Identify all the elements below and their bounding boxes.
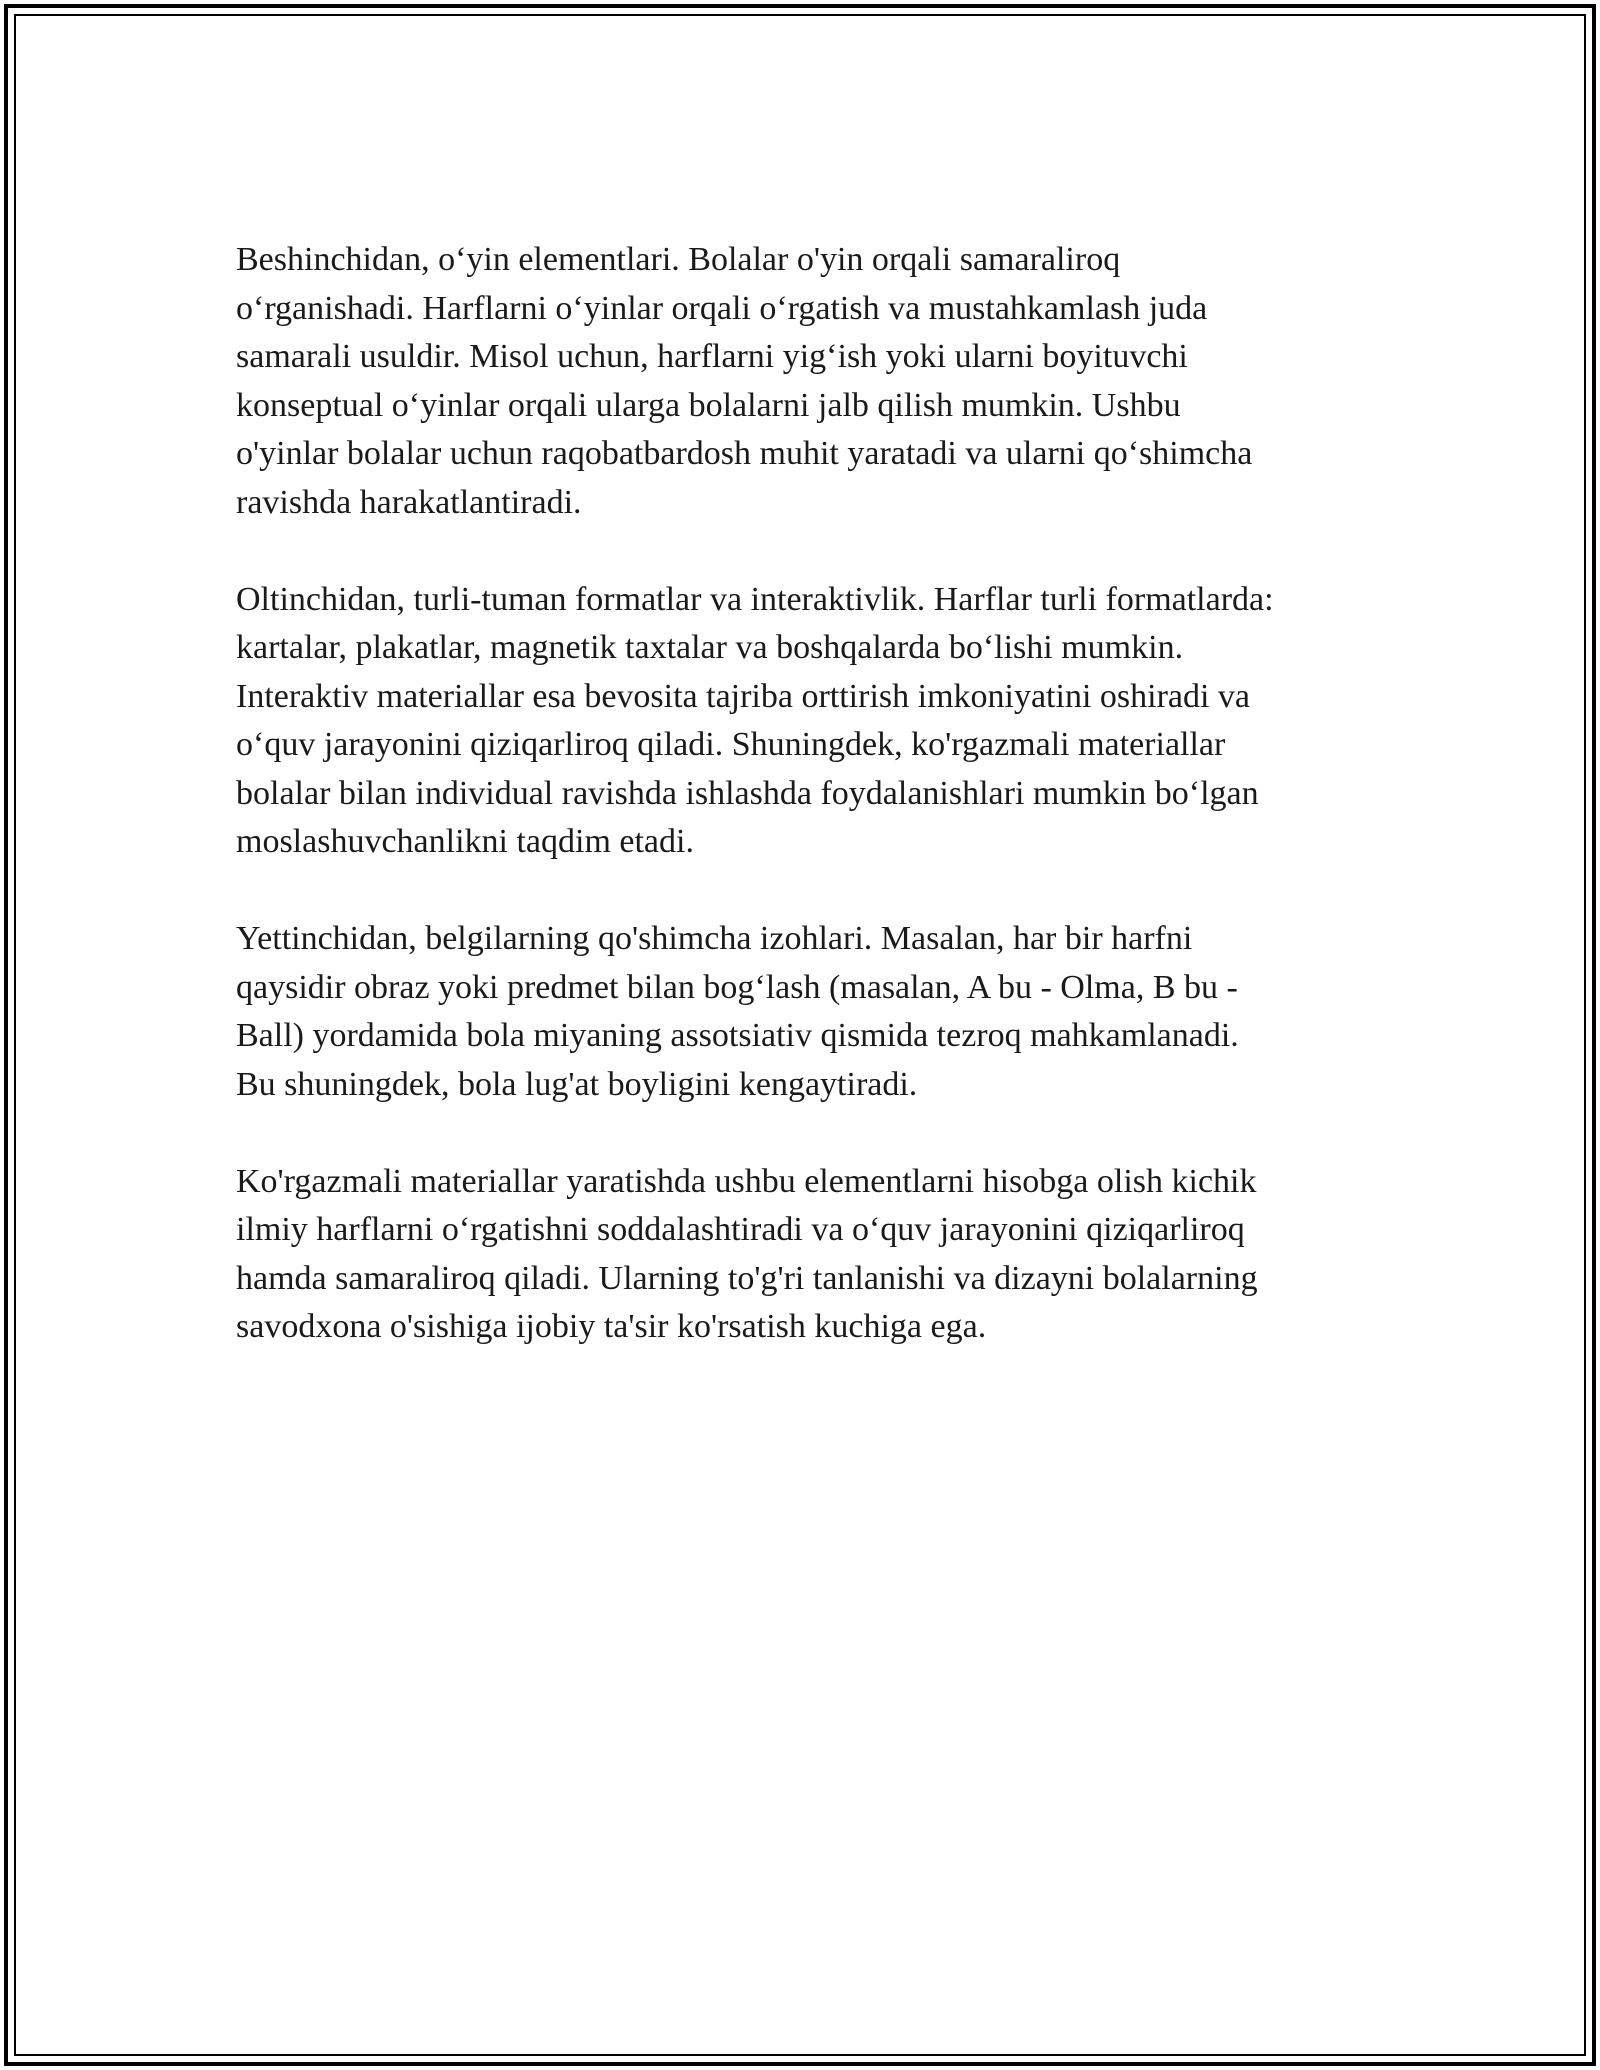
text-line: kartalar, plakatlar, magnetik taxtalar va boshqalarda bo‘lishi mumkin. — [236, 629, 1184, 666]
paragraph-oltinchidan — [236, 576, 1376, 867]
text-line: ravishda harakatlantiradi. — [236, 483, 582, 521]
text-line: Interaktiv materiallar esa bevosita tajriba orttirish imkoniyatini oshiradi va — [236, 677, 1251, 715]
text-line: Beshinchidan, o‘yin elementlari. Bolalar o'yin orqali samaraliroq — [236, 241, 1121, 278]
text-line: ilmiy harflarni o‘rgatishni soddalashtiradi va o‘quv jarayonini qiziqarliroq — [236, 1211, 1245, 1248]
paragraph-conclusion — [236, 1158, 1376, 1352]
text-line: savodxona o'sishiga ijobiy ta'sir ko'rsatish kuchiga ega. — [236, 1308, 987, 1345]
text-line: Yettinchidan, belgilarning qo'shimcha izohlari. Masalan, har bir harfni — [236, 920, 1193, 957]
text-line: o‘rganishadi. Harflarni o‘yinlar orqali o‘rgatish va mustahkamlash juda — [236, 289, 1208, 327]
text-line: Bu shuningdek, bola lug'at boyligini kengaytiradi. — [236, 1065, 918, 1103]
document-body — [236, 236, 1376, 1400]
text-line: o'yinlar bolalar uchun raqobatbardosh muhit yaratadi va ularni qo‘shimcha — [236, 435, 1253, 472]
text-line: Ko'rgazmali materiallar yaratishda ushbu elementlarni hisobga olish kichik — [236, 1162, 1257, 1200]
paragraph-beshinchidan — [236, 236, 1376, 527]
text-line: hamda samaraliroq qiladi. Ularning to'g'ri tanlanishi va dizayni bolalarning — [236, 1259, 1258, 1297]
text-line: Ball) yordamida bola miyaning assotsiativ qismida tezroq mahkamlanadi. — [236, 1017, 1239, 1054]
text-line: Oltinchidan, turli-tuman formatlar va interaktivlik. Harflar turli formatlarda: — [236, 580, 1274, 618]
text-line: moslashuvchanlikni taqdim etadi. — [236, 823, 694, 860]
text-line: konseptual o‘yinlar orqali ularga bolalarni jalb qilish mumkin. Ushbu — [236, 386, 1181, 424]
text-line: samarali usuldir. Misol uchun, harflarni yig‘ish yoki ularni boyituvchi — [236, 338, 1188, 375]
text-line: qaysidir obraz yoki predmet bilan bog‘lash (masalan, A bu - Olma, B bu - — [236, 968, 1238, 1006]
paragraph-yettinchidan — [236, 915, 1376, 1109]
text-line: bolalar bilan individual ravishda ishlashda foydalanishlari mumkin bo‘lgan — [236, 774, 1259, 812]
text-line: o‘quv jarayonini qiziqarliroq qiladi. Shuningdek, ko'rgazmali materiallar — [236, 726, 1226, 763]
